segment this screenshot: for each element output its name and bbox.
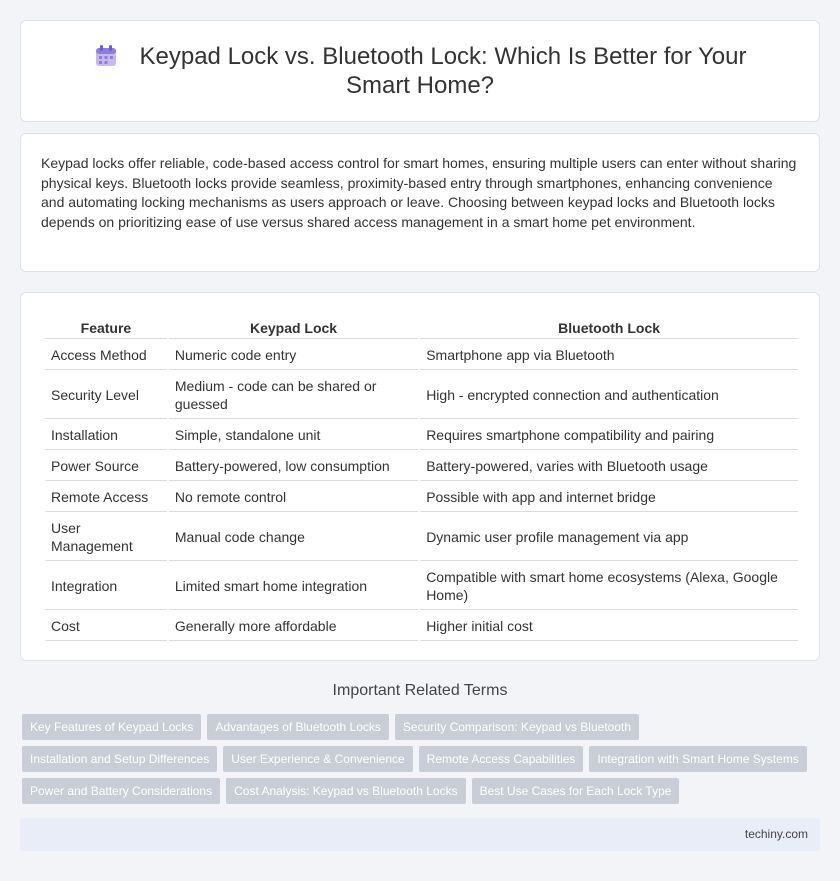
header-keypad-lock: Keypad Lock xyxy=(169,319,418,339)
table-cell: Limited smart home integration xyxy=(169,563,418,610)
page-title: Keypad Lock vs. Bluetooth Lock: Which Is Better for Your Smart Home? xyxy=(139,43,747,99)
comparison-card xyxy=(20,292,820,661)
related-term-tag[interactable]: Best Use Cases for Each Lock Type xyxy=(472,778,680,804)
header-bluetooth-lock: Bluetooth Lock xyxy=(420,319,798,339)
table-cell: No remote control xyxy=(169,483,418,512)
related-term-tag[interactable]: Installation and Setup Differences xyxy=(22,746,217,772)
table-cell: Security Level xyxy=(45,372,167,419)
table-cell: Generally more affordable xyxy=(169,612,418,641)
related-term-tag[interactable]: Key Features of Keypad Locks xyxy=(22,714,201,740)
table-cell: Medium - code can be shared or guessed xyxy=(169,372,418,419)
table-row xyxy=(45,612,798,641)
related-term-tag[interactable]: Security Comparison: Keypad vs Bluetooth xyxy=(395,714,639,740)
table-row xyxy=(45,372,798,419)
table-row xyxy=(45,514,798,561)
header-feature: Feature xyxy=(45,319,167,339)
table-cell: Installation xyxy=(45,421,167,450)
related-term-tag[interactable]: Cost Analysis: Keypad vs Bluetooth Locks xyxy=(226,778,465,804)
table-cell: Battery-powered, low consumption xyxy=(169,452,418,481)
table-row xyxy=(45,421,798,450)
related-term-tag[interactable]: Integration with Smart Home Systems xyxy=(589,746,806,772)
table-cell: Possible with app and internet bridge xyxy=(420,483,798,512)
related-term-tag[interactable]: Remote Access Capabilities xyxy=(419,746,584,772)
table-cell: Simple, standalone unit xyxy=(169,421,418,450)
title-card xyxy=(20,20,820,122)
table-cell: Cost xyxy=(45,612,167,641)
table-cell: Power Source xyxy=(45,452,167,481)
footer xyxy=(20,818,820,851)
table-header-row xyxy=(45,319,798,339)
page-title-wrap xyxy=(60,42,780,100)
table-cell: Battery-powered, varies with Bluetooth usage xyxy=(420,452,798,481)
table-cell: Numeric code entry xyxy=(169,341,418,370)
footer-site-link[interactable]: techiny.com xyxy=(744,827,808,841)
related-term-tag[interactable]: Advantages of Bluetooth Locks xyxy=(207,714,388,740)
table-cell: Remote Access xyxy=(45,483,167,512)
intro-card xyxy=(20,133,820,272)
related-term-tag[interactable]: Power and Battery Considerations xyxy=(22,778,220,804)
table-row xyxy=(45,483,798,512)
table-cell: Manual code change xyxy=(169,514,418,561)
table-cell: User Management xyxy=(45,514,167,561)
table-cell: Higher initial cost xyxy=(420,612,798,641)
table-cell: High - encrypted connection and authentication xyxy=(420,372,798,419)
calendar-icon xyxy=(94,44,118,68)
comparison-table xyxy=(43,317,800,643)
table-row xyxy=(45,452,798,481)
related-term-tag[interactable]: User Experience & Convenience xyxy=(223,746,412,772)
table-row xyxy=(45,563,798,610)
table-cell: Requires smartphone compatibility and pairing xyxy=(420,421,798,450)
table-row xyxy=(45,341,798,370)
table-cell: Integration xyxy=(45,563,167,610)
table-cell: Access Method xyxy=(45,341,167,370)
related-terms-heading: Important Related Terms xyxy=(332,682,508,699)
related-terms-list xyxy=(22,714,822,804)
intro-paragraph: Keypad locks offer reliable, code-based access control for smart homes, ensuring multiple users can enter without sharing physical keys. Bluetooth locks provide seamless, proximity-based entry through smartphones, enhancing convenience and automating locking mechanisms as users approach or leave. Choosing between keypad locks and Bluetooth locks depends on prioritizing ease of use versus shared access management in a smart home pet environment. xyxy=(41,155,797,230)
table-cell: Dynamic user profile management via app xyxy=(420,514,798,561)
table-cell: Compatible with smart home ecosystems (Alexa, Google Home) xyxy=(420,563,798,610)
table-cell: Smartphone app via Bluetooth xyxy=(420,341,798,370)
